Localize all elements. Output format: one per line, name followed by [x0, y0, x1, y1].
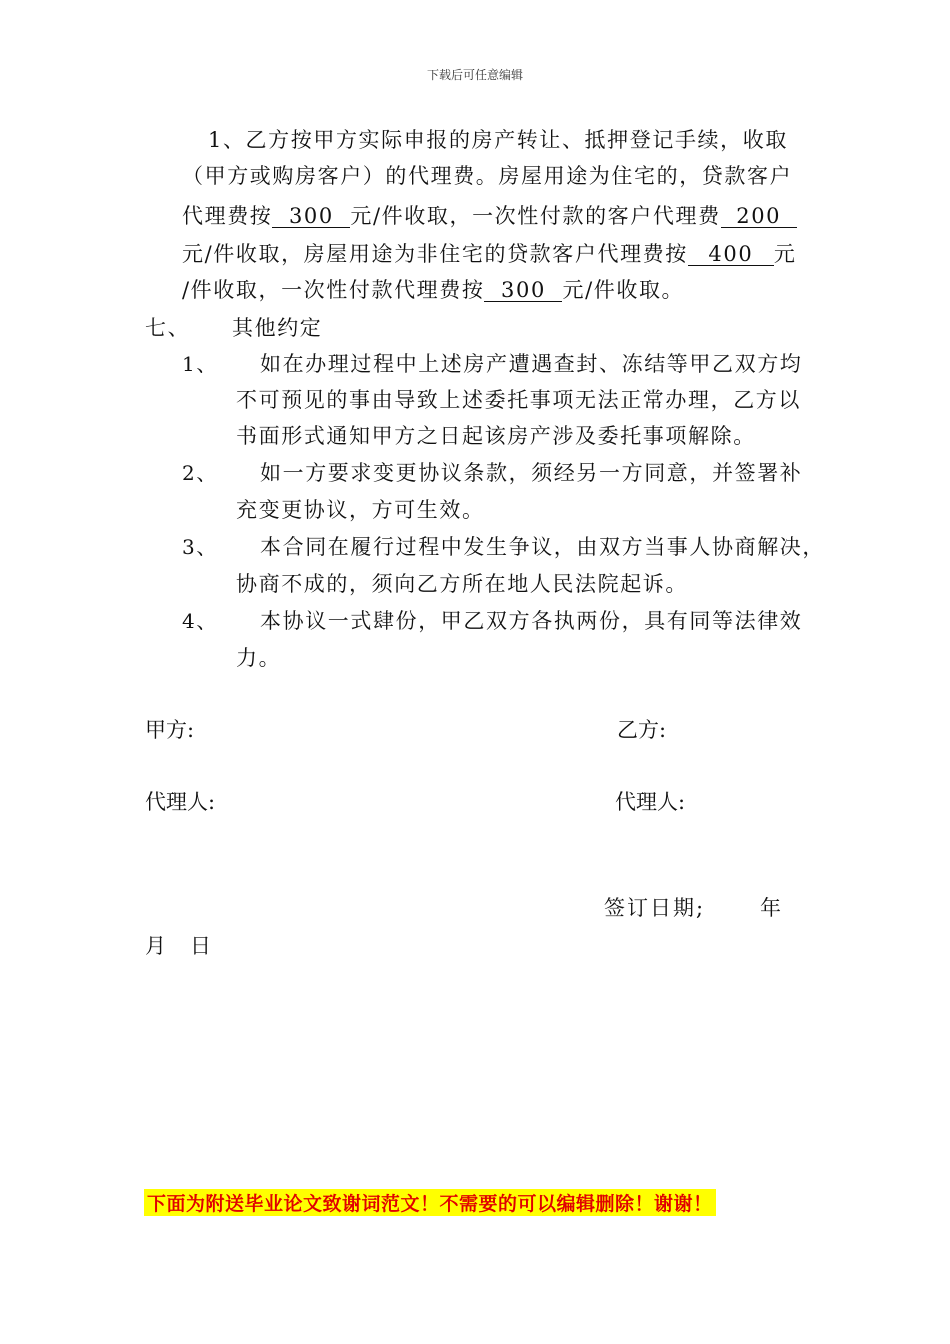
party-a-label: 甲方:	[145, 718, 195, 742]
clause1-line3-text-b: 元/件收取，一次性付款的客户代理费	[350, 204, 721, 228]
clause1-line5-text-b: 元/件收取。	[562, 278, 685, 302]
item4-number: 4、	[182, 609, 218, 633]
item4-line2: 力。	[236, 646, 282, 670]
item2-line2: 充变更协议，方可生效。	[236, 498, 485, 522]
item1-number: 1、	[182, 352, 218, 376]
sign-date-month: 月	[145, 934, 166, 958]
clause1-line2: （甲方或购房客户）的代理费。房屋用途为住宅的，贷款客户	[182, 164, 793, 188]
fee-blank-loan-nonresidential: 400	[688, 243, 774, 266]
sign-date-day: 日	[190, 934, 211, 958]
item1-line1: 如在办理过程中上述房产遭遇查封、冻结等甲乙双方均	[260, 352, 803, 376]
sign-date-year: 年	[760, 896, 781, 920]
party-b-label: 乙方:	[617, 718, 667, 742]
appended-notice: 下面为附送毕业论文致谢词范文！不需要的可以编辑删除！谢谢！	[144, 1189, 716, 1216]
section7-number: 七、	[145, 316, 191, 340]
item1-line3: 书面形式通知甲方之日起该房产涉及委托事项解除。	[236, 424, 756, 448]
item3-line2: 协商不成的，须向乙方所在地人民法院起诉。	[236, 572, 688, 596]
sign-date-label: 签订日期;	[604, 896, 706, 920]
fee-blank-cash-other: 300	[484, 279, 562, 302]
clause1-line3	[182, 200, 797, 230]
clause1-line5-text-a: /件收取，一次性付款代理费按	[182, 278, 485, 302]
section7-title: 其他约定	[232, 316, 323, 340]
agent-a-label: 代理人:	[145, 790, 216, 814]
item3-line1: 本合同在履行过程中发生争议，由双方当事人协商解决，	[260, 535, 825, 559]
item2-line1: 如一方要求变更协议条款，须经另一方同意，并签署补	[260, 461, 803, 485]
item3-number: 3、	[182, 535, 218, 559]
fee-blank-cash-residential: 200	[721, 205, 797, 228]
clause1-line4-text-a: 元/件收取，房屋用途为非住宅的贷款客户代理费按	[182, 242, 688, 266]
page-header: 下载后可任意编辑	[426, 68, 523, 82]
clause1-line1: 1、乙方按甲方实际申报的房产转让、抵押登记手续，收取	[208, 128, 788, 152]
clause1-line4	[182, 238, 796, 268]
item4-line1: 本协议一式肆份，甲乙双方各执两份，具有同等法律效	[260, 609, 803, 633]
clause1-line5	[182, 274, 684, 304]
clause1-line3-text-a: 代理费按	[182, 204, 273, 228]
agent-b-label: 代理人:	[615, 790, 686, 814]
item2-number: 2、	[182, 461, 218, 485]
fee-blank-loan-residential: 300	[272, 205, 350, 228]
clause1-line4-text-b: 元	[773, 242, 797, 266]
item1-line2: 不可预见的事由导致上述委托事项无法正常办理，乙方以	[236, 388, 801, 412]
